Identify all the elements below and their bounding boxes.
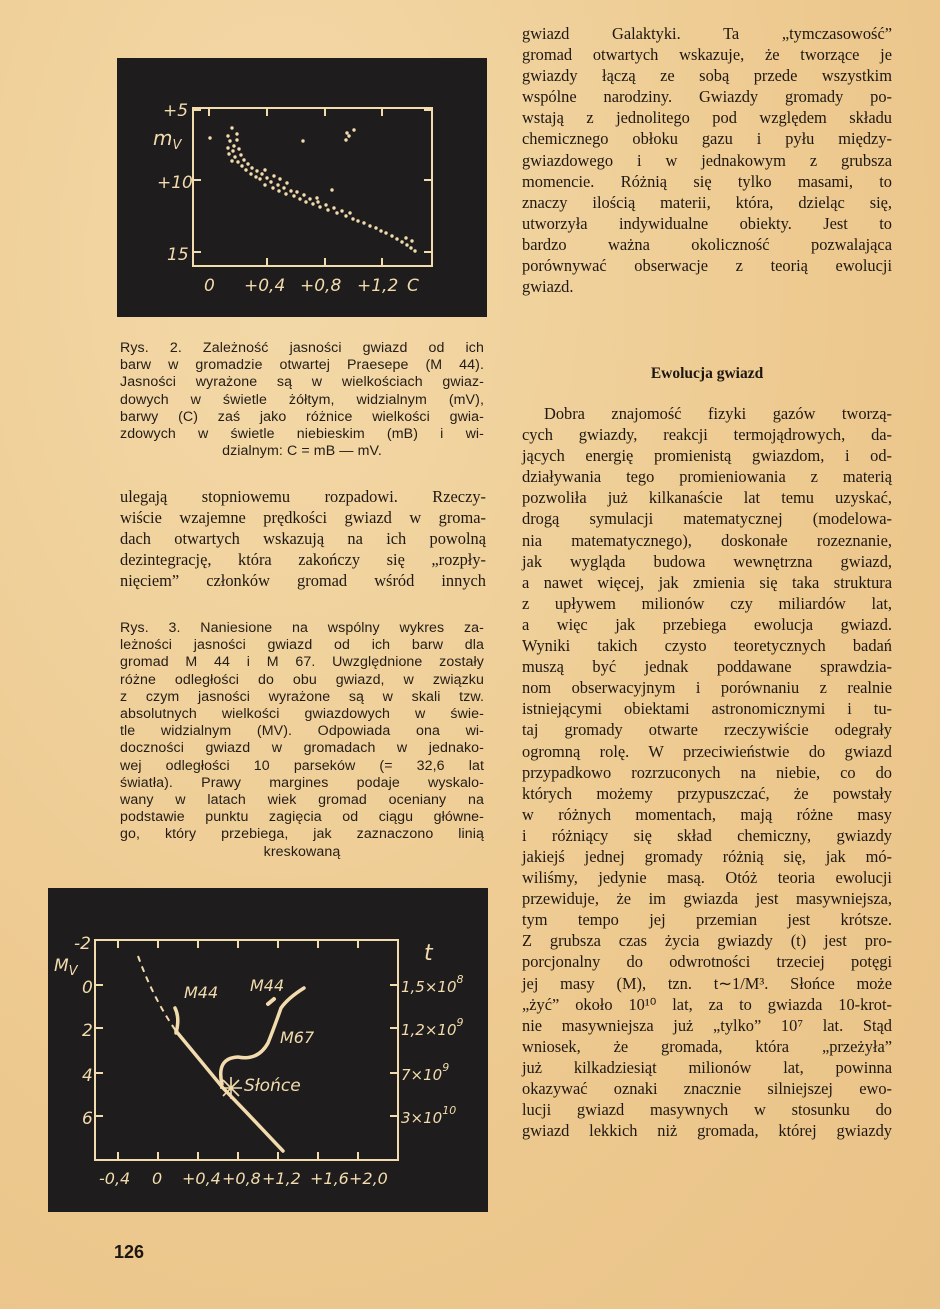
caption-line: Rys. 3. Naniesione na wspólny wykres za- <box>120 620 484 636</box>
page-number: 126 <box>114 1242 145 1262</box>
text-line: przewiduje, że im gwiazda jest masywniejsza, <box>522 889 892 909</box>
text-line: nom obserwacyjnym i porównaniu z realnie <box>522 678 892 698</box>
label-m44-right: M44 <box>250 976 285 995</box>
caption-line: barwy (C) zaś jako różnice wielkości gwia- <box>120 408 484 425</box>
text-line: istniejącymi obiektami astronomicznymi i tu- <box>522 699 892 719</box>
text-line: jej masy (M), tzn. t∼1/M³. Słońce może <box>522 973 892 993</box>
text-line: ulegają stopniowemu rozpadowi. Rzeczy- <box>120 487 486 506</box>
x-tick-1.2: +1,2 <box>357 276 399 296</box>
caption-line: światła). Prawy margines podaje wyskalo- <box>120 774 484 791</box>
y-tick-15: 15 <box>167 245 189 265</box>
text-line: nia matematycznego), doskonałe rozeznanie, <box>522 530 892 550</box>
caption-line: go, który przebiega, jak zaznaczono linią <box>120 826 484 843</box>
text-line: utworzyła indywidualne obiekty. Jest to <box>522 213 892 233</box>
text-line: Wyniki takich czysto teoretycznych badań <box>522 636 892 656</box>
x-tick-0.8: +0,8 <box>300 276 342 296</box>
x-tick-0.4: +0,4 <box>244 276 286 296</box>
text-line: gwiazdowego i w jednakowym z grubsza <box>522 150 892 170</box>
x-tick-0: 0 <box>204 276 215 296</box>
figure-rys3-caption <box>120 620 484 861</box>
caption-line: Rys. 2. Zależność jasności gwiazd od ich <box>120 340 484 356</box>
y-tick-2: 2 <box>82 1021 93 1041</box>
rys2-data-points <box>208 126 416 252</box>
text-line: jak wygląda budowa wewnętrzna gwiazd, <box>522 551 892 571</box>
x-tick-minus0.4: -0,4 <box>99 1169 131 1188</box>
y-tick-4: 4 <box>82 1066 93 1086</box>
y-tick-6: 6 <box>82 1109 93 1129</box>
text-line: jących energię promienistą gwiazdom, i od- <box>522 446 892 466</box>
x-tick-1.2: +1,2 <box>262 1169 301 1188</box>
text-line: tym tempo jej przemian jest krótsze. <box>522 910 892 930</box>
figure-rys3-chart <box>48 888 488 1212</box>
rys3-line-plot <box>48 888 488 1212</box>
caption-line: zdowych w świetle niebieskim (mB) i wi- <box>120 426 484 443</box>
rys2-scatter-plot <box>117 58 487 317</box>
y-tick-plus5: +5 <box>163 101 189 121</box>
text-line: porcjonalny do odwrotności trzeciej potęgi <box>522 952 892 972</box>
m44-branch-line <box>175 1008 178 1033</box>
text-line: ogromną rolę. W przeciwieństwie do gwiazd <box>522 741 892 761</box>
text-line: wstają z jednolitego pod względem składu <box>522 108 892 128</box>
text-line: wiliśmy, jedynie masą. Otóż teoria ewolucji <box>522 868 892 888</box>
label-m44-left: M44 <box>184 983 219 1002</box>
y-tick-minus2: -2 <box>74 934 91 954</box>
y-tick-plus10: +10 <box>157 173 193 193</box>
text-line: lucji gwiazd masywnych w stosunku do <box>522 1100 892 1120</box>
caption-line: z czym jasności wyrażone są w skali tzw. <box>120 688 484 705</box>
caption-line: Jasności wyrażone są w wielkościach gwiaz- <box>120 374 484 391</box>
text-line: porównywać obserwacje z teorią ewolucji <box>522 256 892 276</box>
right-column-para1 <box>522 23 892 297</box>
text-line: już kilkadziesiąt milionów lat, powinna <box>522 1057 892 1077</box>
text-line: wspólne narodziny. Gwiazdy gromady po- <box>522 87 892 107</box>
text-line: momencie. Różnią się tylko masami, to <box>522 171 892 191</box>
caption-line: gromad M 44 i M 67. Uwzględnione zostały <box>120 654 484 671</box>
right-tick-2: $1,2\times 10^9$ <box>401 1016 464 1039</box>
left-column-text <box>120 486 486 591</box>
caption-line: dowych w świetle żółtym, widzialnym (mV), <box>120 391 484 408</box>
caption-line: barw w gromadzie otwartej Praesepe (M 44). <box>120 357 484 374</box>
label-m67: M67 <box>280 1028 315 1047</box>
text-line: gwiazd. <box>522 277 574 297</box>
text-line: taj gromady otwarte rzeczywiście odegrały <box>522 720 892 740</box>
x-tick-2.0: +2,0 <box>349 1169 388 1188</box>
caption-line: dzialnym: C = mB — mV. <box>222 443 382 460</box>
caption-line: tle widzialnym (MV). Odpowiada ona wi- <box>120 723 484 740</box>
text-line: gromad otwartych wskazuje, że tworzące je <box>522 45 892 65</box>
right-tick-4: $3\times 10^{10}$ <box>401 1104 457 1127</box>
text-line: nie masywniejsza już „tylko” 10⁷ lat. Stąd <box>522 1015 892 1035</box>
x-axis-label-c: C <box>407 276 419 296</box>
y-axis-label-mv: $M_V$ <box>54 956 78 979</box>
figure-rys2-caption <box>120 340 484 460</box>
text-line: przypadkowo rozrzuconych na niebie, co do <box>522 762 892 782</box>
x-tick-0.8: +0,8 <box>222 1169 261 1188</box>
text-line: drogą symulacji matematycznej (modelowa- <box>522 509 892 529</box>
text-line: jakiejś jednej gromady różnią się, jak mó- <box>522 846 892 866</box>
text-line: nięciem” członków gromad wśród innych <box>120 571 486 591</box>
text-line: Dobra znajomość fizyki gazów tworzą- <box>544 404 892 423</box>
section-heading: Ewolucja gwiazd <box>650 365 764 382</box>
y-tick-0: 0 <box>82 978 93 998</box>
caption-line: doczności gwiazd w gromadach w jednako- <box>120 740 484 757</box>
text-line: wniosek, że gromada, która „przeżyła” <box>522 1036 892 1056</box>
text-line: pozwoliła już kilkanaście lat temu uzyskać, <box>522 488 892 508</box>
y-axis-label-mv: $m_V$ <box>153 126 182 153</box>
text-line: dach otwartych wskazują na ich powolną <box>120 529 486 549</box>
zams-dashed-line <box>138 956 176 1031</box>
label-slonce: Słońce <box>244 1076 301 1096</box>
caption-line: kreskowaną <box>263 843 341 860</box>
m44-giants-mark <box>268 999 274 1004</box>
text-line: gwiazdy łączą ze sobą przede wszystkim <box>522 66 892 86</box>
text-line: działywania tego promieniowania z materią <box>522 467 892 487</box>
text-line: gwiazd lekkich niż gromada, której gwiazdy <box>522 1121 892 1141</box>
x-tick-1.6: +1,6 <box>310 1169 349 1188</box>
text-line: a nawet więcej, jak zmienia się taka struktura <box>522 572 892 592</box>
text-line: Z grubsza czas życia gwiazdy (t) jest pro- <box>522 931 892 951</box>
text-line: wiście wzajemne prędkości gwiazd w groma- <box>120 508 486 528</box>
text-line: dezintegrację, która zakończy się „rozpły- <box>120 550 486 570</box>
text-line: z upływem milionów czy miliardów lat, <box>522 593 892 613</box>
x-tick-0: 0 <box>152 1169 163 1188</box>
caption-line: wej odległości 10 parseków (= 32,6 lat <box>120 757 484 774</box>
sun-star-icon <box>220 1077 242 1099</box>
right-tick-1: $1,5\times 10^8$ <box>401 973 464 996</box>
right-axis-label-t: t <box>424 941 433 966</box>
text-line: cych gwiazdy, reakcji termojądrowych, da- <box>522 425 892 445</box>
text-line: w różnych momentach, mają różne masy <box>522 804 892 824</box>
caption-line: wany w latach wiek gromad oceniany na <box>120 792 484 809</box>
text-line: chemicznego obłoku gazu i pyłu między- <box>522 129 892 149</box>
right-column-para2 <box>522 403 892 1141</box>
text-line: których możemy przypuszczać, że powstały <box>522 783 892 803</box>
right-tick-3: $7\times 10^9$ <box>401 1061 450 1084</box>
caption-line: różne odległości do obu gwiazd, w związku <box>120 671 484 688</box>
text-line: bardzo ważna okoliczność pozwalająca <box>522 234 892 254</box>
text-line: gwiazd Galaktyki. Ta „tymczasowość” <box>522 24 892 43</box>
x-tick-0.4: +0,4 <box>182 1169 221 1188</box>
text-line: a więc jak przebiega ewolucja gwiazd. <box>522 614 892 634</box>
caption-line: leżności jasności gwiazd od ich barw dla <box>120 637 484 654</box>
text-line: okazywać oznaki znacznie silniejszej ewo- <box>522 1079 892 1098</box>
caption-line: podstawie punktu zagięcia od ciągu główne- <box>120 809 484 826</box>
text-line: muszą być jednak poddawane sprawdzia- <box>522 657 892 677</box>
text-line: „żyć” około 10¹⁰ lat, za to gwiazda 10-krot- <box>522 994 892 1014</box>
text-line: i różniący się skład chemiczny, gwiazdy <box>522 825 892 845</box>
caption-line: absolutnych wielkości gwiazdowych w świe- <box>120 706 484 723</box>
figure-rys2-chart <box>117 58 487 317</box>
text-line: znaczy ilością materii, która, dzieląc się, <box>522 192 892 212</box>
